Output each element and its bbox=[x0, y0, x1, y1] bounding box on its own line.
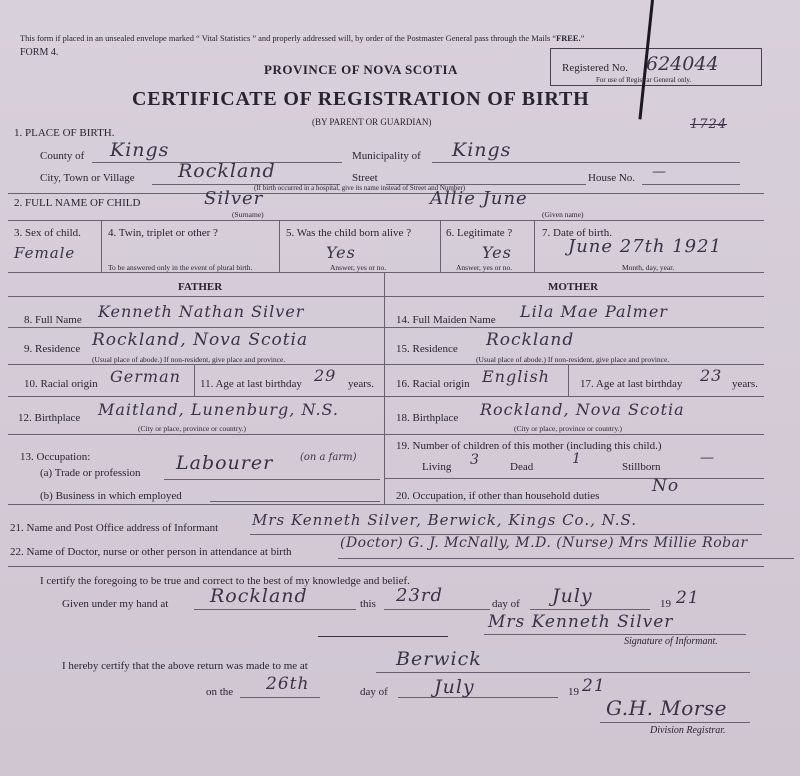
given-under-label: Given under my hand at bbox=[62, 598, 169, 610]
registrar-month-line bbox=[398, 697, 558, 698]
dead-label: Dead bbox=[510, 461, 534, 473]
given-name-note: (Given name) bbox=[542, 210, 584, 219]
divider-short bbox=[318, 636, 448, 637]
dead-value: 1 bbox=[572, 451, 582, 467]
street-note: (If birth occurred in a hospital, give its name instead of Street and Number) bbox=[254, 184, 466, 192]
father-birthplace-note: (City or place, province or country.) bbox=[138, 424, 247, 433]
struck-number: 1724 bbox=[690, 117, 728, 132]
col-divider-3 bbox=[440, 220, 441, 272]
place-of-birth-label: 1. PLACE OF BIRTH. bbox=[14, 127, 115, 139]
stillborn-value: — bbox=[700, 450, 715, 466]
mother-age: 23 bbox=[700, 366, 723, 385]
registrar-signature-line bbox=[600, 722, 750, 723]
registrar-place-line bbox=[376, 672, 750, 673]
dob-value: June 27th 1921 bbox=[568, 236, 723, 257]
children-label: 19. Number of children of this mother (including this child.) bbox=[396, 440, 662, 452]
sex-value: Female bbox=[14, 244, 76, 262]
legitimate-label: 6. Legitimate ? bbox=[446, 227, 513, 239]
mother-birthplace-label: 18. Birthplace bbox=[396, 412, 459, 424]
registrar-use-note: For use of Registrar General only. bbox=[596, 76, 692, 84]
house-label: House No. bbox=[588, 172, 636, 184]
doctor-value: (Doctor) G. J. McNally, M.D. (Nurse) Mrs Millie Robar bbox=[340, 535, 748, 551]
certify-text: I certify the foregoing to be true and correct to the best of my knowledge and belief. bbox=[40, 575, 410, 587]
mother-rule-5 bbox=[384, 478, 764, 479]
father-name: Kenneth Nathan Silver bbox=[98, 302, 305, 321]
municipality-label: Municipality of bbox=[352, 150, 421, 162]
father-heading: FATHER bbox=[178, 281, 223, 293]
form-number: FORM 4. bbox=[20, 47, 59, 58]
stillborn-label: Stillborn bbox=[622, 461, 661, 473]
certificate-subtitle: (BY PARENT OR GUARDIAN) bbox=[312, 117, 432, 127]
mother-racial-label: 16. Racial origin bbox=[396, 378, 470, 390]
municipality-line bbox=[432, 162, 740, 163]
father-rule-1 bbox=[8, 327, 384, 328]
dob-label: 7. Date of birth. bbox=[542, 227, 612, 239]
informant-value: Mrs Kenneth Silver, Berwick, Kings Co., N.S. bbox=[252, 511, 638, 529]
father-age-label: 11. Age at last birthday bbox=[200, 378, 302, 390]
mother-occupation-label: 20. Occupation, if other than household duties bbox=[396, 490, 600, 502]
col-divider-1 bbox=[101, 220, 102, 272]
mother-occupation: No bbox=[652, 476, 680, 496]
informant-label: 21. Name and Post Office address of Informant bbox=[10, 522, 219, 534]
dob-note: Month, day, year. bbox=[622, 263, 675, 272]
father-trade-note: (on a farm) bbox=[300, 452, 357, 463]
rule-2 bbox=[8, 220, 764, 221]
registrar-on-label: on the bbox=[206, 686, 234, 698]
child-name-label: 2. FULL NAME OF CHILD bbox=[14, 197, 141, 209]
legitimate-note: Answer, yes or no. bbox=[456, 263, 513, 272]
registrar-signature: G.H. Morse bbox=[606, 696, 727, 720]
alive-note: Answer, yes or no. bbox=[330, 263, 387, 272]
registrar-month: July bbox=[434, 676, 475, 698]
given-place-line bbox=[194, 609, 356, 610]
alive-label: 5. Was the child born alive ? bbox=[286, 227, 412, 239]
registrar-text: I hereby certify that the above return was made to me at bbox=[62, 660, 308, 672]
twin-note: To be answered only in the event of plural birth. bbox=[108, 263, 253, 272]
given-day-of-label: day of bbox=[492, 598, 520, 610]
father-years: years. bbox=[348, 378, 374, 390]
mother-residence-label: 15. Residence bbox=[396, 343, 458, 355]
doctor-label: 22. Name of Doctor, nurse or other person in attendance at birth bbox=[10, 546, 292, 558]
signature-label: Signature of Informant. bbox=[624, 636, 718, 647]
signature-line bbox=[484, 634, 746, 635]
mother-age-divider bbox=[568, 364, 569, 396]
registrar-day-of-label: day of bbox=[360, 686, 388, 698]
registered-number: 624044 bbox=[646, 53, 719, 75]
mother-years: years. bbox=[732, 378, 758, 390]
rule-4 bbox=[8, 296, 764, 297]
mother-name-label: 14. Full Maiden Name bbox=[396, 314, 496, 326]
father-business-line bbox=[210, 501, 380, 502]
father-racial: German bbox=[110, 367, 181, 386]
informant-signature: Mrs Kenneth Silver bbox=[488, 612, 674, 632]
county-label: County of bbox=[40, 150, 85, 162]
postal-notice bbox=[20, 33, 584, 45]
registrar-day: 26th bbox=[266, 674, 310, 694]
street-label: Street bbox=[352, 172, 378, 184]
registrar-signature-label: Division Registrar. bbox=[650, 725, 726, 736]
mother-heading: MOTHER bbox=[548, 281, 599, 293]
given-place: Rockland bbox=[210, 585, 308, 607]
legitimate-value: Yes bbox=[482, 243, 512, 262]
mother-residence-note: (Usual place of abode.) If non-resident, give place and province. bbox=[476, 355, 670, 364]
house-line bbox=[642, 184, 740, 185]
postal-notice-free: FREE. bbox=[556, 34, 581, 43]
registrar-place: Berwick bbox=[396, 648, 482, 670]
father-residence-note: (Usual place of abode.) If non-resident, give place and province. bbox=[92, 355, 286, 364]
city-value: Rockland bbox=[178, 160, 276, 182]
given-day-line bbox=[384, 609, 490, 610]
father-rule-4 bbox=[8, 434, 384, 435]
registrar-year-prefix: 19 bbox=[568, 686, 579, 698]
father-rule-2 bbox=[8, 364, 384, 365]
father-trade-line bbox=[164, 479, 380, 480]
given-year: 21 bbox=[676, 588, 700, 608]
province-heading: PROVINCE OF NOVA SCOTIA bbox=[264, 62, 458, 77]
father-age-divider bbox=[194, 364, 195, 396]
given-day: 23rd bbox=[396, 585, 444, 606]
mother-rule-2 bbox=[384, 364, 764, 365]
twin-label: 4. Twin, triplet or other ? bbox=[108, 227, 218, 239]
rule-5 bbox=[8, 504, 764, 505]
col-divider-4 bbox=[534, 220, 535, 272]
postal-notice-text: This form if placed in an unsealed envelope marked “ Vital Statistics ” and properly addressed will, by order of the Postmaster General pass through the Mails “ bbox=[20, 34, 557, 43]
father-trade-label: (a) Trade or profession bbox=[40, 467, 141, 479]
parent-divider bbox=[384, 272, 385, 504]
alive-value: Yes bbox=[326, 243, 356, 262]
father-rule-3 bbox=[8, 396, 384, 397]
this-label: this bbox=[360, 598, 376, 610]
father-racial-label: 10. Racial origin bbox=[24, 378, 98, 390]
child-surname: Silver bbox=[204, 188, 264, 209]
given-month-line bbox=[530, 609, 650, 610]
county-value: Kings bbox=[110, 139, 170, 161]
rule-3 bbox=[8, 272, 764, 273]
registrar-year: 21 bbox=[582, 676, 606, 696]
mother-rule-1 bbox=[384, 327, 764, 328]
mother-residence: Rockland bbox=[486, 330, 575, 350]
living-label: Living bbox=[422, 461, 452, 473]
certificate-title: CERTIFICATE OF REGISTRATION OF BIRTH bbox=[132, 88, 590, 110]
doctor-line bbox=[338, 558, 794, 559]
mother-racial: English bbox=[482, 367, 550, 386]
mother-birthplace-note: (City or place, province or country.) bbox=[514, 424, 623, 433]
col-divider-2 bbox=[279, 220, 280, 272]
mother-age-label: 17. Age at last birthday bbox=[580, 378, 683, 390]
city-label: City, Town or Village bbox=[40, 172, 135, 184]
mother-rule-4 bbox=[384, 434, 764, 435]
father-residence: Rockland, Nova Scotia bbox=[92, 330, 309, 350]
registrar-day-line bbox=[240, 697, 320, 698]
postal-notice-end: ” bbox=[580, 34, 585, 43]
mother-rule-3 bbox=[384, 396, 764, 397]
father-trade: Labourer bbox=[176, 452, 274, 474]
house-value: — bbox=[652, 164, 667, 180]
father-birthplace: Maitland, Lunenburg, N.S. bbox=[98, 400, 339, 419]
father-birthplace-label: 12. Birthplace bbox=[18, 412, 81, 424]
mother-birthplace: Rockland, Nova Scotia bbox=[480, 400, 685, 419]
given-month: July bbox=[552, 585, 593, 607]
father-business-label: (b) Business in which employed bbox=[40, 490, 182, 502]
given-year-prefix: 19 bbox=[660, 598, 671, 610]
living-value: 3 bbox=[470, 452, 480, 468]
father-age: 29 bbox=[314, 366, 337, 385]
father-name-label: 8. Full Name bbox=[24, 314, 82, 326]
father-occupation-label: 13. Occupation: bbox=[20, 451, 91, 463]
rule-1 bbox=[8, 193, 764, 194]
municipality-value: Kings bbox=[452, 139, 512, 161]
registered-label: Registered No. bbox=[562, 62, 628, 74]
child-given-name: Allie June bbox=[430, 188, 528, 209]
father-residence-label: 9. Residence bbox=[24, 343, 81, 355]
rule-6 bbox=[8, 566, 764, 567]
sex-label: 3. Sex of child. bbox=[14, 227, 81, 239]
surname-note: (Surname) bbox=[232, 210, 264, 219]
mother-name: Lila Mae Palmer bbox=[520, 302, 668, 321]
